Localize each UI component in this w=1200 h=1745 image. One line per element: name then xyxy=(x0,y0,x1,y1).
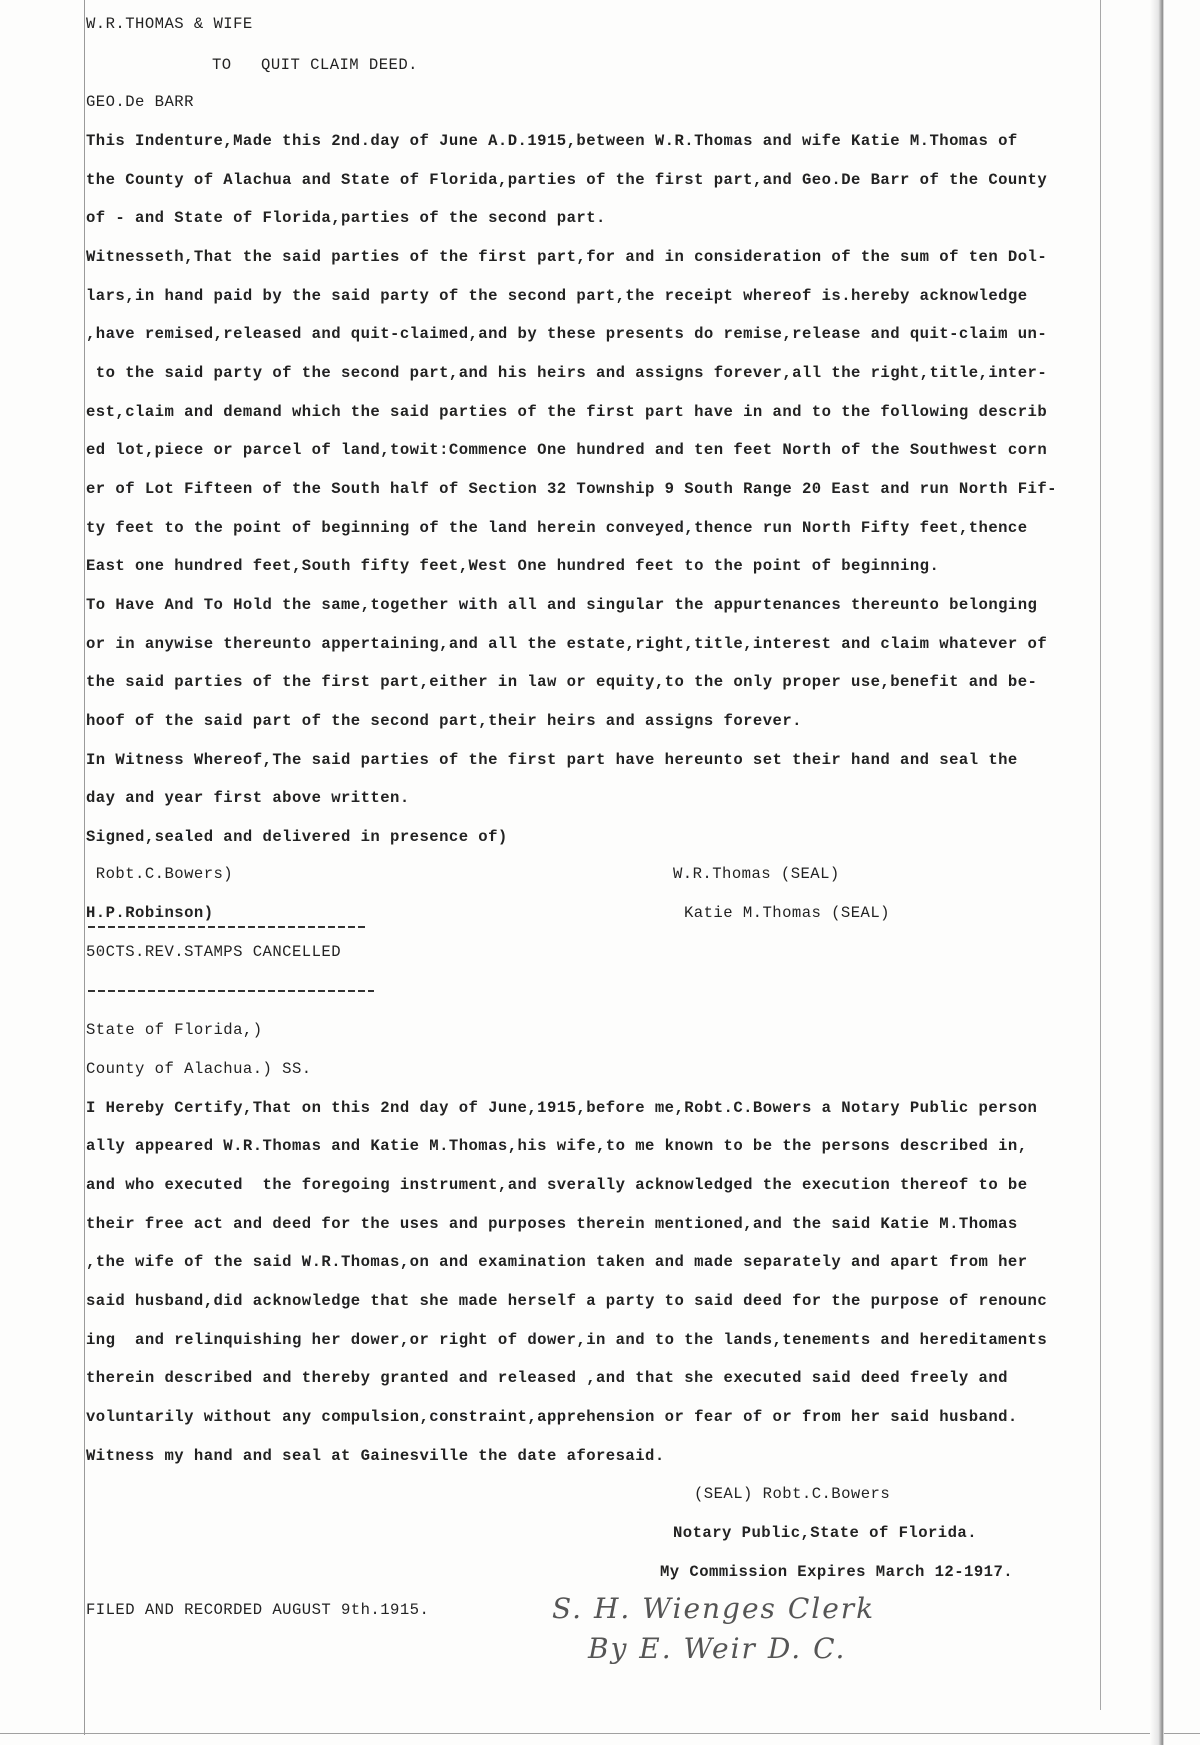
body-line: In Witness Whereof,The said parties of the first part have hereunto set their hand and seal the xyxy=(86,751,1018,769)
body-line: er of Lot Fifteen of the South half of Section 32 Township 9 South Range 20 East and run North Fif- xyxy=(86,480,1057,498)
commission-expiry: My Commission Expires March 12-1917. xyxy=(660,1563,1014,1581)
body-line: Signed,sealed and delivered in presence of) xyxy=(86,828,508,846)
ack-line: voluntarily without any compulsion,constraint,apprehension or fear of or from her said husband. xyxy=(86,1408,1018,1426)
ack-line: Witness my hand and seal at Gainesville the date aforesaid. xyxy=(86,1447,665,1465)
body-line: lars,in hand paid by the said party of the second part,the receipt whereof is.hereby acknowledge xyxy=(86,287,1028,305)
right-margin-rule xyxy=(1100,0,1101,1710)
left-margin-rule xyxy=(84,0,85,1735)
dashed-rule xyxy=(88,990,374,992)
ack-line: ing and relinquishing her dower,or right of dower,in and to the lands,tenements and hereditaments xyxy=(86,1331,1048,1349)
revenue-stamps-note: 50CTS.REV.STAMPS CANCELLED xyxy=(86,943,342,961)
notary-signature: (SEAL) Robt.C.Bowers xyxy=(694,1485,891,1503)
signer-2: Katie M.Thomas (SEAL) xyxy=(684,904,890,922)
grantor-heading: W.R.THOMAS & WIFE xyxy=(86,15,253,33)
ack-line: ,the wife of the said W.R.Thomas,on and examination taken and made separately and apart from her xyxy=(86,1253,1028,1271)
ack-line: and who executed the foregoing instrument,and sverally acknowledged the execution thereof to be xyxy=(86,1176,1028,1194)
venue-state: State of Florida,) xyxy=(86,1021,263,1039)
body-line: or in anywise thereunto appertaining,and all the estate,right,title,interest and claim whatever of xyxy=(86,635,1048,653)
body-line: ty feet to the point of beginning of the land herein conveyed,thence run North Fifty feet,thence xyxy=(86,519,1028,537)
venue-county: County of Alachua.) SS. xyxy=(86,1060,312,1078)
body-line: hoof of the said part of the second part,their heirs and assigns forever. xyxy=(86,712,802,730)
ack-line: ally appeared W.R.Thomas and Katie M.Thomas,his wife,to me known to be the persons described in, xyxy=(86,1137,1028,1155)
body-line: est,claim and demand which the said parties of the first part have in and to the following describ xyxy=(86,403,1048,421)
dashed-rule xyxy=(88,926,368,928)
ack-line: their free act and deed for the uses and purposes therein mentioned,and the said Katie M.Thomas xyxy=(86,1215,1018,1233)
bottom-rule xyxy=(0,1733,1200,1734)
body-line: the County of Alachua and State of Florida,parties of the first part,and Geo.De Barr of the County xyxy=(86,171,1048,189)
body-line: day and year first above written. xyxy=(86,789,410,807)
signer-1: W.R.Thomas (SEAL) xyxy=(673,865,840,883)
body-line: of - and State of Florida,parties of the second part. xyxy=(86,209,606,227)
ack-line: said husband,did acknowledge that she made herself a party to said deed for the purpose of renounc xyxy=(86,1292,1048,1310)
body-line: East one hundred feet,South fifty feet,West One hundred feet to the point of beginning. xyxy=(86,557,940,575)
witness-1: Robt.C.Bowers) xyxy=(86,865,234,883)
page-edge-shadow xyxy=(1150,0,1164,1745)
deputy-clerk-signature: By E. Weir D. C. xyxy=(588,1632,847,1665)
clerk-signature: S. H. Wienges Clerk xyxy=(552,1592,876,1625)
ack-line: therein described and thereby granted and released ,and that she executed said deed freely and xyxy=(86,1369,1008,1387)
ack-line: I Hereby Certify,That on this 2nd day of June,1915,before me,Robt.C.Bowers a Notary Public person xyxy=(86,1099,1038,1117)
body-line: This Indenture,Made this 2nd.day of June A.D.1915,between W.R.Thomas and wife Katie M.Thomas of xyxy=(86,132,1018,150)
body-line: Witnesseth,That the said parties of the first part,for and in consideration of the sum of ten Dol- xyxy=(86,248,1048,266)
notary-title: Notary Public,State of Florida. xyxy=(673,1524,978,1542)
body-line: ed lot,piece or parcel of land,towit:Commence One hundred and ten feet North of the Southwest corn xyxy=(86,441,1048,459)
body-line: To Have And To Hold the same,together with all and singular the appurtenances thereunto belonging xyxy=(86,596,1038,614)
filed-recorded-note: FILED AND RECORDED AUGUST 9th.1915. xyxy=(86,1601,430,1619)
body-line: the said parties of the first part,either in law or equity,to the only proper use,benefit and be- xyxy=(86,673,1038,691)
body-line: ,have remised,released and quit-claimed,and by these presents do remise,release and quit-claim un- xyxy=(86,325,1048,343)
grantee-heading: GEO.De BARR xyxy=(86,93,194,111)
deed-title: TO QUIT CLAIM DEED. xyxy=(212,56,418,74)
body-line: to the said party of the second part,and his heirs and assigns forever,all the right,title,inter- xyxy=(86,364,1048,382)
witness-2: H.P.Robinson) xyxy=(86,904,214,922)
